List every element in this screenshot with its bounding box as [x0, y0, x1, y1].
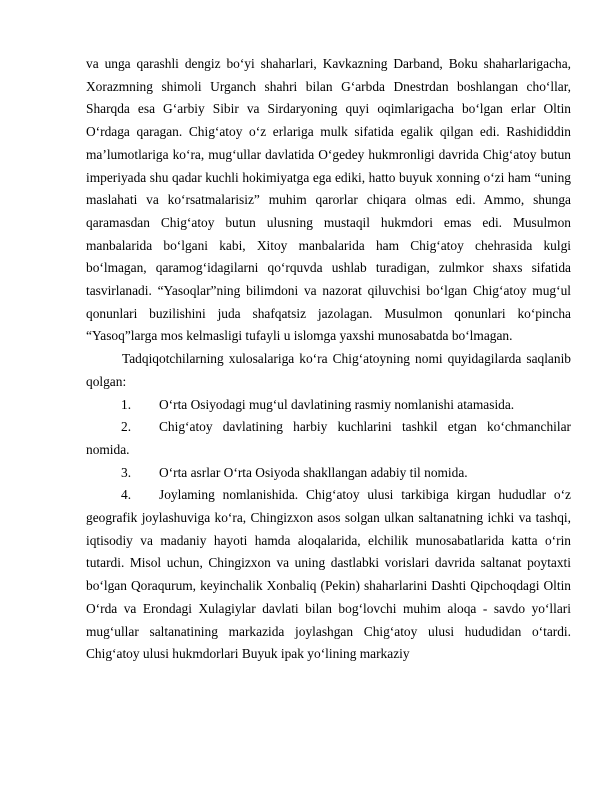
list-item-4: [86, 484, 571, 666]
list-number: 3.: [121, 464, 132, 480]
list-item-2: [86, 416, 571, 461]
list-text: O‘rta Osiyodagi mug‘ul davlatining rasmiy nomlanishi atamasida.: [159, 396, 515, 412]
body-paragraph-1: va unga qarashli dengiz bo‘yi shaharlari, Kavkazning Darband, Boku shaharlarigacha, Xorazmning shimoli Urganch shahri bilan G‘arbda Dnestrdan boshlangan cho‘llar, Sharqda esa G‘arbiy Sibir va Sirdaryoning quyi oqimlarigacha bo‘lgan erlar Oltin O‘rdaga qaragan. Chig‘atoy o‘z erlariga mulk sifatida egalik qilgan edi. Rashididdin ma’lumotlariga ko‘ra, mug‘ullar davlatida O‘gedey hukmronligi davrida Chig‘atoy butun imperiyada shu qadar kuchli hokimiyatga ega ediki, hatto buyuk xonning o‘zi ham “uning maslahati va ko‘rsatmalarisiz” muhim qarorlar chiqara olmas edi. Ammo, shunga qaramasdan Chig‘atoy butun ulusning mustaqil hukmdori emas edi. Musulmon manbalarida bo‘lgani kabi, Xitoy manbalarida ham Chig‘atoy chehrasida kulgi bo‘lmagan, qaramog‘idagilarni qo‘rquvda ushlab turadigan, zulmkor shaxs sifatida tasvirlanadi. “Yasoqlar”ning bilimdoni va nazorat qiluvchisi bo‘lgan Chig‘atoy mug‘ul qonunlari buzilishini juda shafqatsiz jazolagan. Musulmon qonunlari ko‘pincha “Yasoq”larga mos kelmasligi tufayli u islomga yaxshi munosabatda bo‘lmagan.: [86, 56, 571, 344]
list-text: O‘rta asrlar O‘rta Osiyoda shakllangan adabiy til nomida.: [159, 464, 468, 480]
list-number: 2.: [121, 419, 132, 435]
list-number: 1.: [121, 396, 132, 412]
list-text: Joylaming nomlanishida. Chig‘atoy ulusi tarkibiga kirgan hududlar o‘z geografik joylashuviga ko‘ra, Chingizxon asos solgan ulkan saltanatning ichki va tashqi, iqtisodiy va madaniy hayoti hamda aloqalarida, elchilik munosabatlarida katta o‘rin tutardi. Misol uchun, Chingizxon va uning dastlabki vorislari davrida saltanat poytaxti bo‘lgan Qoraqurum, keyinchalik Xonbaliq (Pekin) shaharlarini Dashti Qipchoqdagi Oltin O‘rda va Erondagi Xulagiylar davlati bilan bog‘lovchi muhim aloqa - savdo yo‘llari mug‘ullar saltanatining markazida joylashgan Chig‘atoy ulusi hududidan o‘tardi. Chig‘atoy ulusi hukmdorlari Buyuk ipak yo‘lining markaziy: [86, 487, 571, 662]
list-item-3: [86, 462, 571, 485]
body-paragraph-2: Tadqiqotchilarning xulosalariga ko‘ra Chig‘atoyning nomi quyidagilarda saqlanib qolgan:: [86, 351, 571, 389]
list-number: 4.: [121, 487, 132, 503]
document-page: [86, 53, 571, 666]
list-item-1: [86, 394, 571, 417]
list-text: Chig‘atoy davlatining harbiy kuchlarini tashkil etgan ko‘chmanchilar nomida.: [86, 419, 571, 457]
